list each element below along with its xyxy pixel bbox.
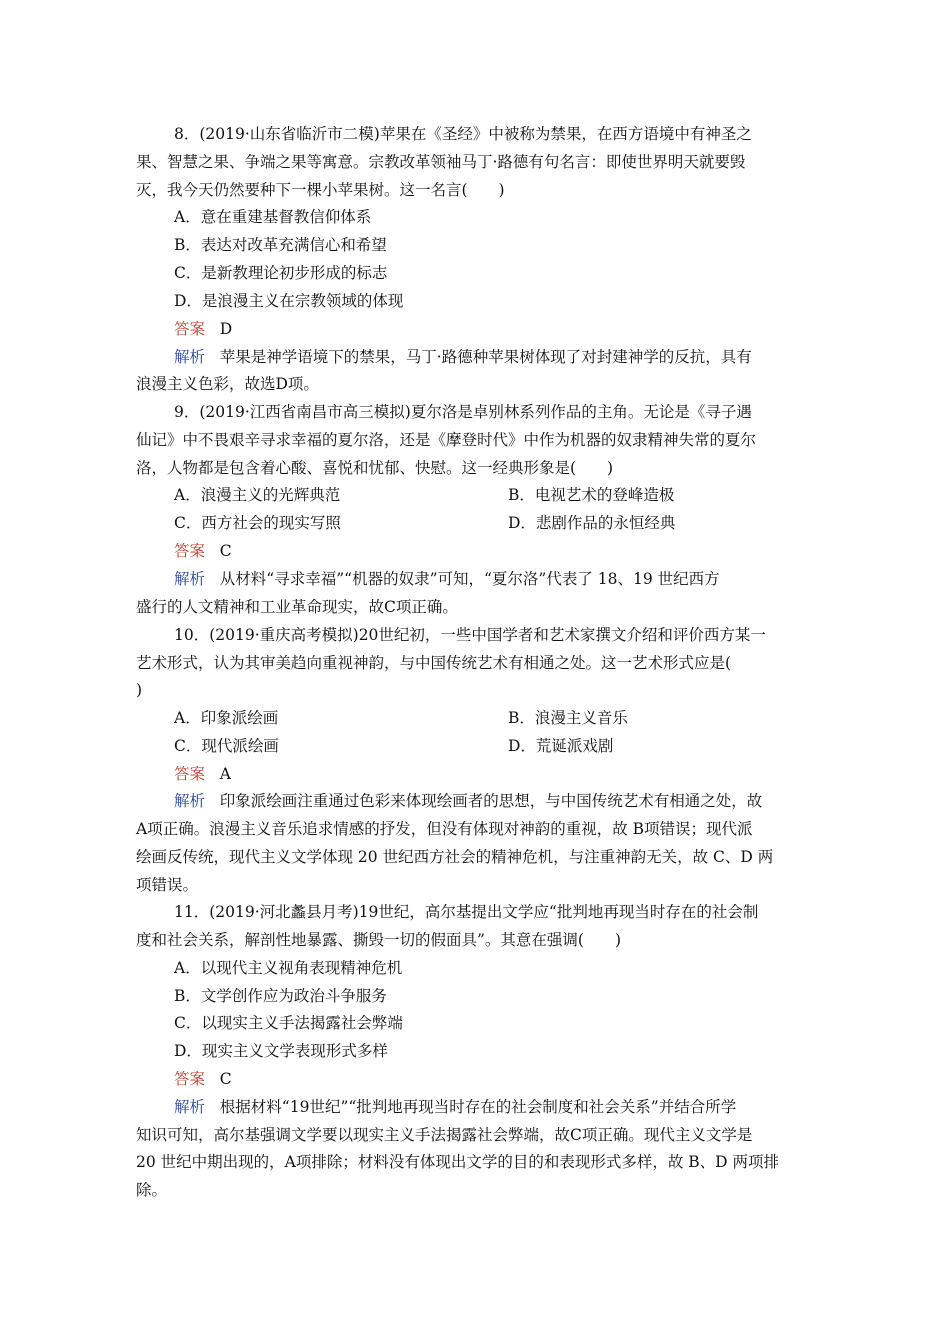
- q11-answer: [174, 1069, 232, 1089]
- q10-analysis-line-3: 绘画反传统，现代主义文学体现 20 世纪西方社会的精神危机，与注重神韵无关，故 C、D 两: [136, 848, 774, 866]
- q10-analysis-line-2: A项正确。浪漫主义音乐追求情感的抒发，但没有体现对神韵的重视，故 B项错误；现代派: [136, 820, 753, 838]
- q11-option-a: A．以现代主义视角表现精神危机: [174, 959, 403, 977]
- analysis-text: 从材料“寻求幸福”“机器的奴隶”可知，“夏尔洛”代表了 18、19 世纪西方: [219, 570, 720, 588]
- q8-answer: [174, 319, 232, 339]
- q11-option-d: D．现实主义文学表现形式多样: [174, 1042, 388, 1060]
- q8-option-d: D．是浪漫主义在宗教领域的体现: [174, 292, 404, 310]
- q8-option-b: B．表达对改革充满信心和希望: [174, 236, 387, 254]
- answer-value: D: [219, 320, 233, 338]
- q10-option-a: A．印象派绘画: [174, 709, 279, 727]
- q11-analysis-line-4: 除。: [136, 1181, 168, 1199]
- q9-option-a: A．浪漫主义的光辉典范: [174, 486, 341, 504]
- q9-stem-line-2: 仙记》中不畏艰辛寻求幸福的夏尔洛，还是《摩登时代》中作为机器的奴隶精神失常的夏尔: [136, 431, 757, 449]
- q8-option-a: A．意在重建基督教信仰体系: [174, 208, 372, 226]
- q9-option-c: C．西方社会的现实写照: [174, 514, 341, 532]
- q9-analysis-line-2: 盛行的人文精神和工业革命现实，故C项正确。: [136, 598, 458, 616]
- q10-stem-line-3: ): [136, 681, 143, 699]
- analysis-label: 解析: [174, 570, 206, 588]
- analysis-text: 印象派绘画注重通过色彩来体现绘画者的思想，与中国传统艺术有相通之处，故: [219, 792, 763, 810]
- answer-label: 答案: [174, 765, 206, 783]
- analysis-label: 解析: [174, 792, 206, 810]
- q9-option-b: B．电视艺术的登峰造极: [508, 486, 675, 504]
- q8-stem-line-1: 8．(2019·山东省临沂市二模)苹果在《圣经》中被称为禁果，在西方语境中有神圣之: [174, 125, 752, 143]
- q10-stem-line-1: 10．(2019·重庆高考模拟)20世纪初，一些中国学者和艺术家撰文介绍和评价西方某一: [174, 626, 766, 644]
- q10-analysis-line-4: 项错误。: [136, 876, 199, 894]
- q11-analysis-line-1: [174, 1097, 736, 1117]
- analysis-label: 解析: [174, 1098, 206, 1116]
- q10-stem-line-2: 艺术形式，认为其审美趋向重视神韵，与中国传统艺术有相通之处。这一艺术形式应是(: [136, 654, 732, 672]
- q10-option-d: D．荒诞派戏剧: [508, 737, 614, 755]
- q11-stem-line-2: 度和社会关系，解剖性地暴露、撕毁一切的假面具”。其意在强调( ): [136, 931, 622, 949]
- q9-option-d: D．悲剧作品的永恒经典: [508, 514, 676, 532]
- q11-option-c: C．以现实主义手法揭露社会弊端: [174, 1014, 403, 1032]
- answer-value: A: [219, 765, 231, 783]
- answer-value: C: [219, 1070, 232, 1088]
- q11-option-b: B．文学创作应为政治斗争服务: [174, 987, 387, 1005]
- q11-analysis-line-3: 20 世纪中期出现的，A项排除；材料没有体现出文学的目的和表现形式多样，故 B、D 两项排: [136, 1153, 780, 1171]
- answer-label: 答案: [174, 542, 206, 560]
- q8-option-c: C．是新教理论初步形成的标志: [174, 264, 388, 282]
- q8-analysis-line-2: 浪漫主义色彩，故选D项。: [136, 375, 319, 393]
- q8-analysis-line-1: [174, 347, 752, 367]
- answer-value: C: [219, 542, 232, 560]
- answer-label: 答案: [174, 1070, 206, 1088]
- q9-analysis-line-1: [174, 569, 720, 589]
- analysis-label: 解析: [174, 348, 206, 366]
- analysis-text: 根据材料“19世纪”“批判地再现当时存在的社会制度和社会关系”并结合所学: [219, 1098, 737, 1116]
- q9-stem-line-3: 洛，人物都是包含着心酸、喜悦和忧郁、快慰。这一经典形象是( ): [136, 459, 614, 477]
- q8-stem-line-3: 灭，我今天仍然要种下一棵小苹果树。这一名言( ): [136, 181, 505, 199]
- q10-analysis-line-1: [174, 791, 762, 811]
- q9-stem-line-1: 9．(2019·江西省南昌市高三模拟)夏尔洛是卓别林系列作品的主角。无论是《寻子遇: [174, 403, 752, 421]
- q10-option-c: C．现代派绘画: [174, 737, 279, 755]
- q10-answer: [174, 764, 231, 784]
- answer-label: 答案: [174, 320, 206, 338]
- analysis-text: 苹果是神学语境下的禁果，马丁·路德种苹果树体现了对封建神学的反抗，具有: [219, 348, 752, 366]
- q10-option-b: B．浪漫主义音乐: [508, 709, 628, 727]
- q11-stem-line-1: 11．(2019·河北蠡县月考)19世纪，高尔基提出文学应“批判地再现当时存在的社会制: [174, 903, 759, 921]
- q9-answer: [174, 541, 232, 561]
- q11-analysis-line-2: 知识可知，高尔基强调文学要以现实主义手法揭露社会弊端，故C项正确。现代主义文学是: [136, 1126, 753, 1144]
- q8-stem-line-2: 果、智慧之果、争端之果等寓意。宗教改革领袖马丁·路德有句名言：即使世界明天就要毁: [136, 153, 746, 171]
